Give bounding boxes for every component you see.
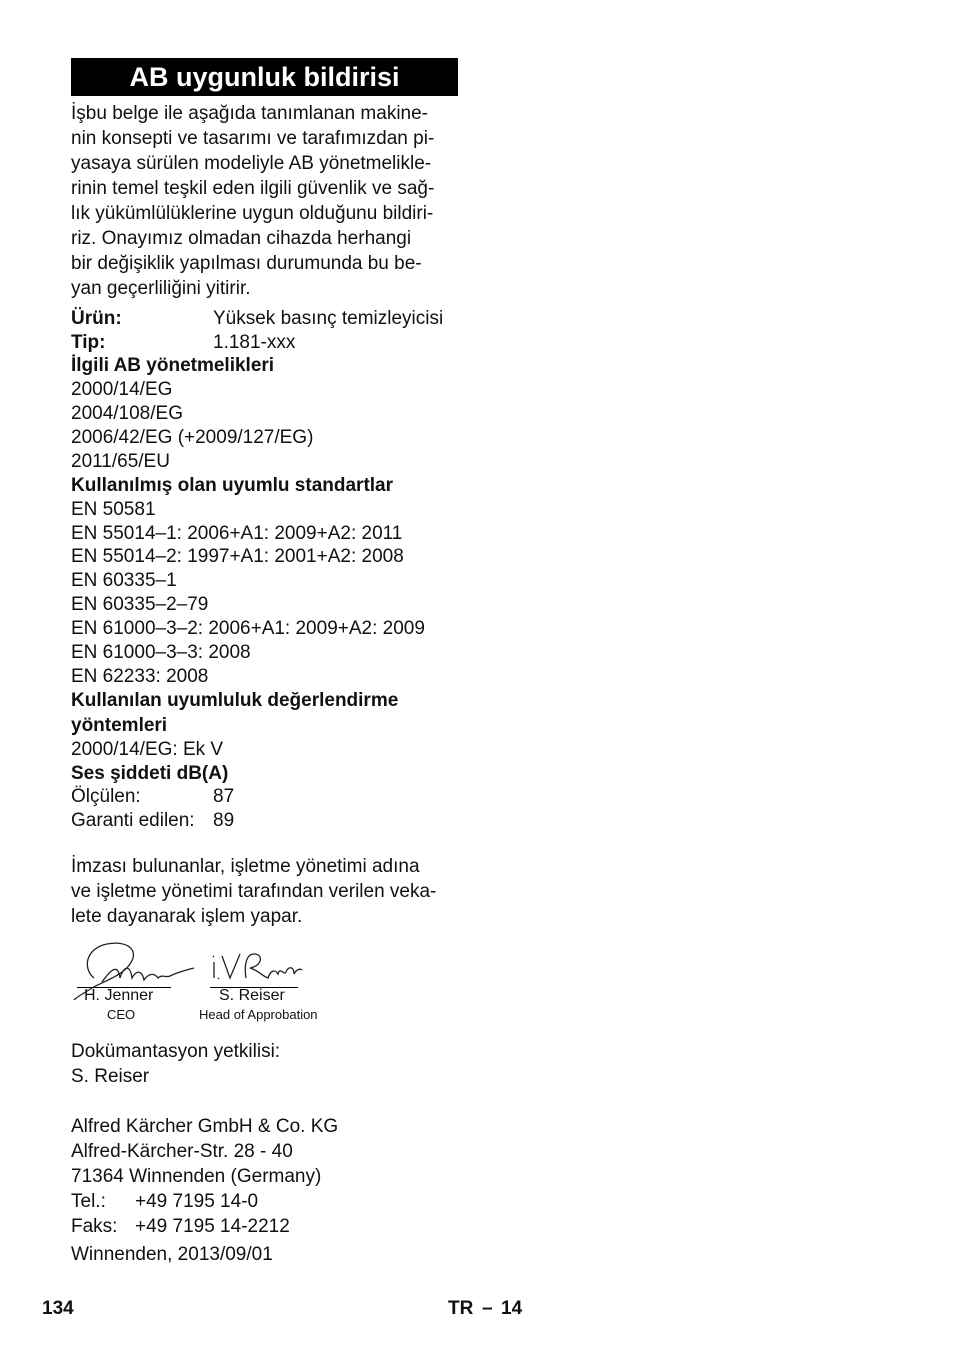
tel-value: +49 7195 14-0 — [135, 1191, 259, 1212]
standard-item: EN 61000–3–3: 2008 — [71, 642, 251, 663]
signatory-role-reiser: Head of Approbation — [199, 1007, 318, 1022]
standard-item: EN 62233: 2008 — [71, 666, 209, 687]
intro-line: nin konsepti ve tasarımı ve tarafımızdan pi- — [71, 128, 435, 149]
measured-value: 87 — [213, 786, 235, 807]
standard-item: EN 60335–2–79 — [71, 594, 209, 615]
standard-item: EN 61000–3–2: 2006+A1: 2009+A2: 2009 — [71, 618, 425, 639]
type-label: Tip: — [71, 332, 106, 353]
signatory-name-jenner: H. Jenner — [84, 987, 154, 1004]
measured-label: Ölçülen: — [71, 786, 141, 807]
type-value: 1.181-xxx — [213, 332, 296, 353]
company-name: Alfred Kärcher GmbH & Co. KG — [71, 1116, 339, 1137]
directive-item: 2004/108/EG — [71, 403, 183, 424]
sound-heading: Ses şiddeti dB(A) — [71, 763, 229, 784]
intro-line: riz. Onayımız olmadan cihazda herhangi — [71, 228, 412, 249]
standards-heading: Kullanılmış olan uyumlu standartlar — [71, 475, 394, 496]
guaranteed-label: Garanti edilen: — [71, 810, 195, 831]
assessment-heading: Kullanılan uyumluluk değerlendirme — [71, 690, 399, 711]
footer-section-page: 14 — [501, 1298, 523, 1319]
directive-item: 2000/14/EG — [71, 379, 173, 400]
company-city: 71364 Winnenden (Germany) — [71, 1166, 322, 1187]
tel-label: Tel.: — [71, 1191, 106, 1212]
footer-section: TR — [448, 1298, 474, 1319]
intro-line: lık yükümlülüklerine uygun olduğunu bildiri- — [71, 203, 434, 224]
page-number: 134 — [42, 1298, 74, 1319]
standard-item: EN 50581 — [71, 499, 156, 520]
company-street: Alfred-Kärcher-Str. 28 - 40 — [71, 1141, 293, 1162]
assessment-heading-cont: yöntemleri — [71, 715, 168, 736]
product-label: Ürün: — [71, 308, 122, 329]
product-value: Yüksek basınç temizleyicisi — [213, 308, 444, 329]
fax-value: +49 7195 14-2212 — [135, 1216, 290, 1237]
standard-item: EN 55014–1: 2006+A1: 2009+A2: 2011 — [71, 523, 403, 544]
documentation-name: S. Reiser — [71, 1066, 150, 1087]
signatory-paragraph — [71, 854, 436, 929]
place-date: Winnenden, 2013/09/01 — [71, 1244, 273, 1265]
intro-line: bir değişiklik yapılması durumunda bu be- — [71, 253, 422, 274]
intro-line: yan geçerliliğini yitirir. — [71, 278, 251, 299]
fax-label: Faks: — [71, 1216, 118, 1237]
signatory-line: İmzası bulunanlar, işletme yönetimi adına — [71, 856, 420, 877]
signatory-line: ve işletme yönetimi tarafından verilen veka- — [71, 881, 437, 902]
documentation-label: Dokümantasyon yetkilisi: — [71, 1041, 281, 1062]
directive-item: 2006/42/EG (+2009/127/EG) — [71, 427, 314, 448]
signatory-role-jenner: CEO — [107, 1007, 136, 1022]
directive-item: 2011/65/EU — [71, 451, 170, 472]
intro-line: yasaya sürülen modeliyle AB yönetmelikle- — [71, 153, 432, 174]
page-title: AB uygunluk bildirisi — [71, 58, 458, 96]
assessment-value: 2000/14/EG: Ek V — [71, 739, 224, 760]
guaranteed-value: 89 — [213, 810, 235, 831]
intro-line: rinin temel teşkil eden ilgili güvenlik ve sağ- — [71, 178, 435, 199]
standard-item: EN 55014–2: 1997+A1: 2001+A2: 2008 — [71, 546, 404, 567]
intro-paragraph — [71, 101, 434, 301]
signatory-line: lete dayanarak işlem yapar. — [71, 906, 303, 927]
signatory-name-reiser: S. Reiser — [219, 987, 285, 1004]
standard-item: EN 60335–1 — [71, 570, 177, 591]
signature-reiser — [208, 948, 304, 988]
directives-heading: İlgili AB yönetmelikleri — [71, 355, 275, 376]
intro-line: İşbu belge ile aşağıda tanımlanan makine- — [71, 103, 429, 124]
footer-dash: – — [482, 1298, 493, 1319]
